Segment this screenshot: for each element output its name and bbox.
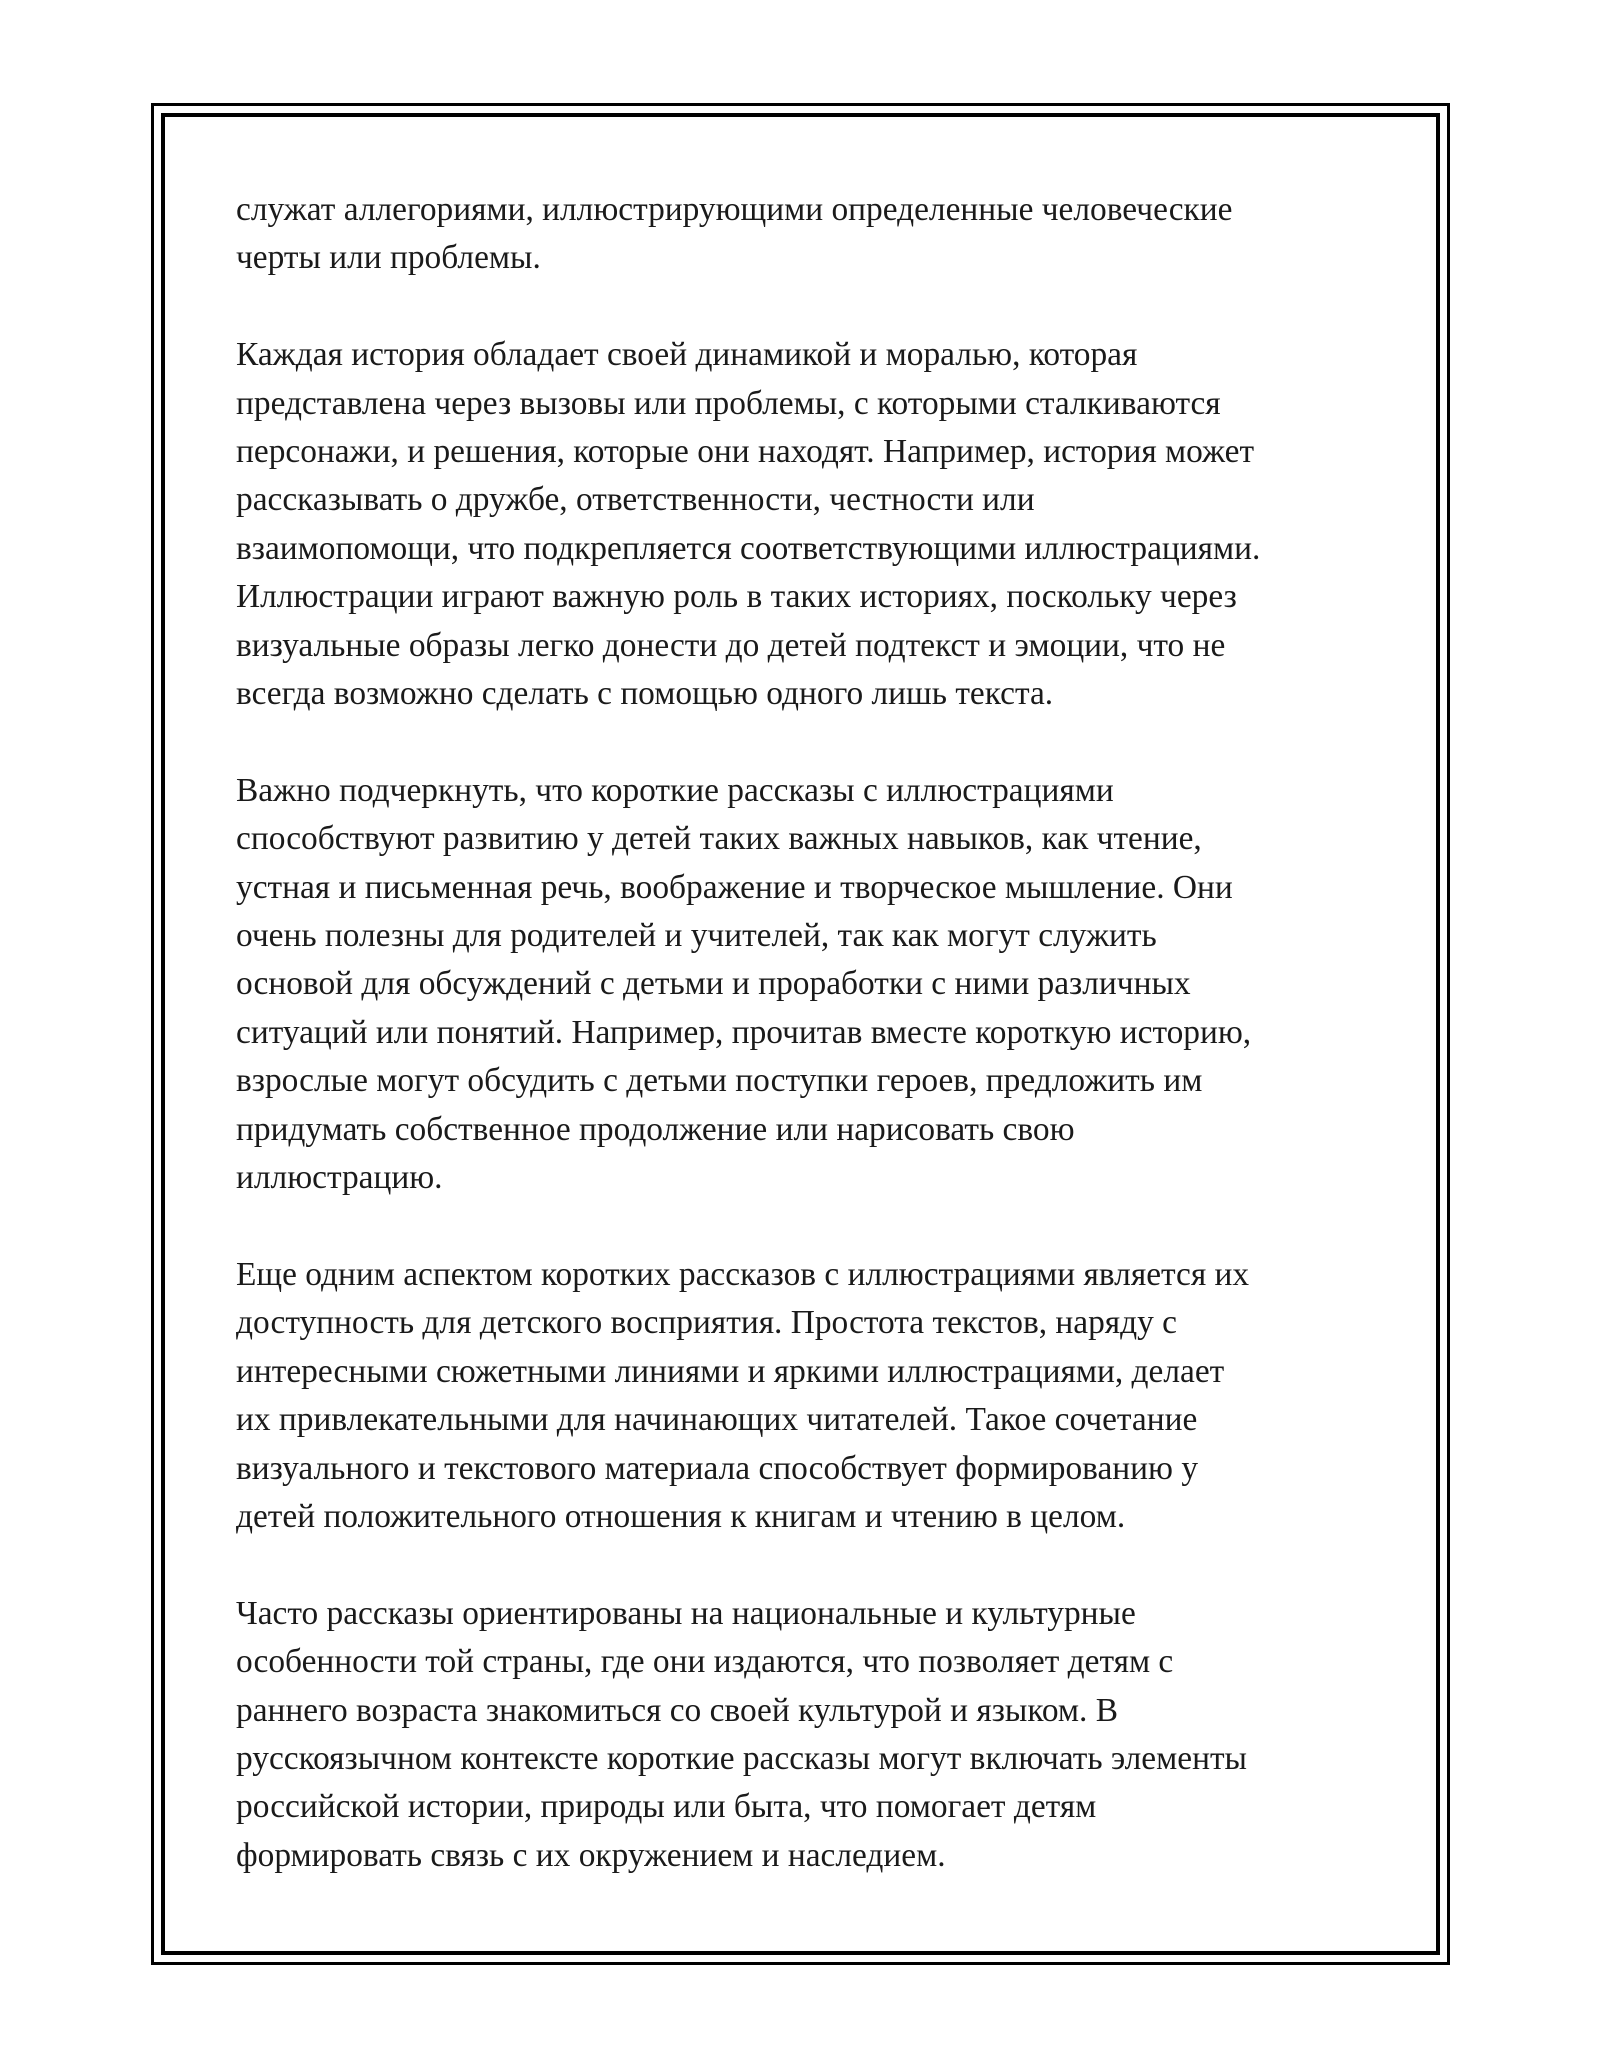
text-line: очень полезны для родителей и учителей, так как могут служить [236, 917, 1157, 955]
text-line: российской истории, природы или быта, что помогает детям [236, 1788, 1097, 1826]
text-line: способствуют развитию у детей таких важных навыков, как чтение, [236, 820, 1202, 858]
text-line: раннего возраста знакомиться со своей культурой и языком. В [236, 1691, 1119, 1729]
text-line: Каждая история обладает своей динамикой и моралью, которая [236, 336, 1138, 374]
text-line: взаимопомощи, что подкрепляется соответствующими иллюстрациями. [236, 529, 1261, 567]
paragraph-3 [236, 767, 1396, 1203]
text-line: ситуаций или понятий. Например, прочитав вместе короткую историю, [236, 1013, 1252, 1051]
text-line: Важно подчеркнуть, что короткие рассказы с иллюстрациями [236, 771, 1114, 809]
text-line: визуальные образы легко донести до детей подтекст и эмоции, что не [236, 626, 1226, 664]
text-line: представлена через вызовы или проблемы, с которыми сталкиваются [236, 384, 1221, 422]
text-line: русскоязычном контексте короткие рассказы могут включать элементы [236, 1739, 1247, 1777]
text-line: служат аллегориями, иллюстрирующими определенные человеческие [236, 191, 1233, 228]
text-line: основой для обсуждений с детьми и проработки с ними различных [236, 965, 1191, 1003]
text-line: доступность для детского восприятия. Простота текстов, наряду с [236, 1304, 1178, 1342]
text-line: взрослые могут обсудить с детьми поступки героев, предложить им [236, 1062, 1203, 1100]
text-line: устная и письменная речь, воображение и творческое мышление. Они [236, 868, 1233, 906]
text-line: Часто рассказы ориентированы на национальные и культурные [236, 1594, 1136, 1632]
paragraph-1 [236, 186, 1396, 283]
text-line: черты или проблемы. [236, 239, 541, 277]
text-line: Еще одним аспектом коротких рассказов с иллюстрациями является их [236, 1255, 1250, 1293]
text-line: всегда возможно сделать с помощью одного лишь текста. [236, 675, 1054, 713]
text-line: их привлекательными для начинающих читателей. Такое сочетание [236, 1401, 1198, 1439]
page-body [236, 186, 1396, 1929]
text-line: рассказывать о дружбе, ответственности, честности или [236, 481, 1035, 519]
text-line: Иллюстрации играют важную роль в таких историях, поскольку через [236, 578, 1237, 616]
text-line: иллюстрацию. [236, 1159, 443, 1197]
text-line: персонажи, и решения, которые они находят. Например, история может [236, 433, 1255, 471]
paragraph-5 [236, 1590, 1396, 1880]
text-line: интересными сюжетными линиями и яркими иллюстрациями, делает [236, 1352, 1225, 1390]
text-line: особенности той страны, где они издаются, что позволяет детям с [236, 1643, 1174, 1681]
text-line: формировать связь с их окружением и наследием. [236, 1836, 946, 1874]
text-line: детей положительного отношения к книгам и чтению в целом. [236, 1497, 1126, 1535]
paragraph-2 [236, 331, 1396, 718]
paragraph-4 [236, 1251, 1396, 1541]
text-line: визуального и текстового материала способствует формированию у [236, 1449, 1199, 1487]
text-line: придумать собственное продолжение или нарисовать свою [236, 1110, 1075, 1148]
